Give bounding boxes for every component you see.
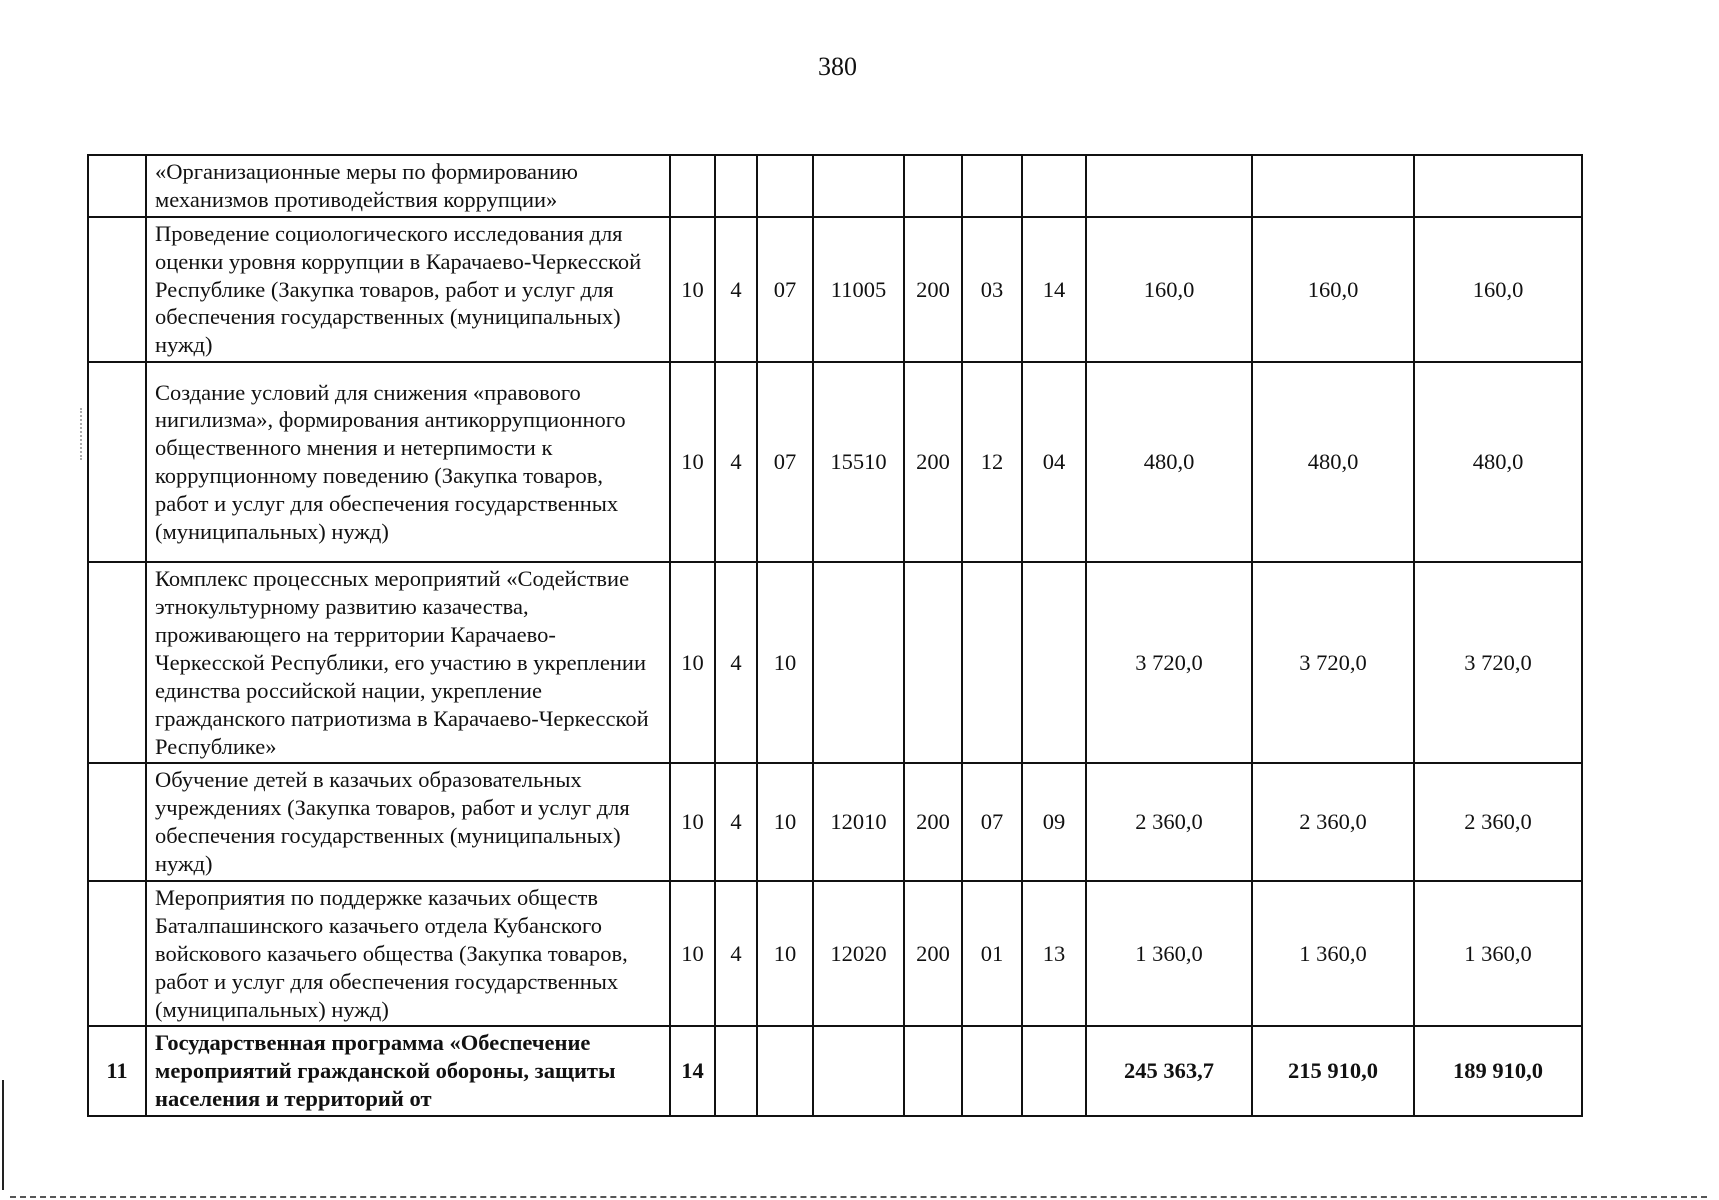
code-expense-type: 200	[904, 881, 962, 1026]
amount-year-2: 215 910,0	[1252, 1026, 1414, 1116]
code-activity: 07	[757, 217, 813, 362]
code-subdivision: 14	[1022, 217, 1086, 362]
code-activity: 10	[757, 763, 813, 881]
footer-rule	[10, 1196, 1707, 1198]
code-expense-type	[904, 1026, 962, 1116]
code-section: 10	[670, 562, 715, 763]
code-division: 03	[962, 217, 1022, 362]
code-subprogram: 4	[715, 881, 757, 1026]
row-number: 11	[88, 1026, 146, 1116]
row-description: «Организационные меры по формированию механизмов противодействия коррупции»	[146, 155, 670, 217]
code-activity	[757, 1026, 813, 1116]
code-section: 10	[670, 362, 715, 562]
code-subdivision	[1022, 1026, 1086, 1116]
row-description: Комплекс процессных мероприятий «Содействие этнокультурному развитию казачества, проживающего на территории Карачаево-Черкесской Республики, его участию в укреплении единства российской нации, укрепление гражданского патриотизма в Карачаево-Черкесской Республике»	[146, 562, 670, 763]
code-subdivision: 04	[1022, 362, 1086, 562]
code-direction	[813, 1026, 904, 1116]
row-description: Обучение детей в казачьих образовательных учреждениях (Закупка товаров, работ и услуг для обеспечения государственных (муниципальных) нужд)	[146, 763, 670, 881]
code-subdivision	[1022, 155, 1086, 217]
code-expense-type: 200	[904, 362, 962, 562]
amount-year-3: 189 910,0	[1414, 1026, 1582, 1116]
code-division: 01	[962, 881, 1022, 1026]
table-row	[88, 362, 1582, 562]
code-activity: 10	[757, 562, 813, 763]
code-expense-type: 200	[904, 763, 962, 881]
amount-year-2: 1 360,0	[1252, 881, 1414, 1026]
margin-line	[2, 1080, 4, 1190]
code-section: 10	[670, 881, 715, 1026]
code-activity: 07	[757, 362, 813, 562]
code-section: 10	[670, 217, 715, 362]
table-row	[88, 155, 1582, 217]
row-number	[88, 362, 146, 562]
amount-year-3: 2 360,0	[1414, 763, 1582, 881]
table-row	[88, 217, 1582, 362]
code-direction: 15510	[813, 362, 904, 562]
row-description: Мероприятия по поддержке казачьих обществ Баталпашинского казачьего отдела Кубанского войскового казачьего общества (Закупка товаров, работ и услуг для обеспечения государственных (муниципальных) нужд)	[146, 881, 670, 1026]
code-expense-type: 200	[904, 217, 962, 362]
amount-year-1	[1086, 155, 1252, 217]
code-subprogram	[715, 1026, 757, 1116]
code-direction	[813, 155, 904, 217]
amount-year-2: 480,0	[1252, 362, 1414, 562]
row-number	[88, 562, 146, 763]
row-description: Государственная программа «Обеспечение мероприятий гражданской обороны, защиты населения и территорий от	[146, 1026, 670, 1116]
amount-year-1: 160,0	[1086, 217, 1252, 362]
table-row	[88, 1026, 1582, 1116]
code-section	[670, 155, 715, 217]
amount-year-2: 3 720,0	[1252, 562, 1414, 763]
row-number	[88, 881, 146, 1026]
amount-year-3: 3 720,0	[1414, 562, 1582, 763]
table-body	[88, 155, 1582, 1116]
code-subprogram: 4	[715, 763, 757, 881]
code-expense-type	[904, 562, 962, 763]
code-direction: 12020	[813, 881, 904, 1026]
code-division	[962, 155, 1022, 217]
code-subprogram	[715, 155, 757, 217]
page-number: 380	[818, 52, 857, 81]
amount-year-3: 1 360,0	[1414, 881, 1582, 1026]
code-expense-type	[904, 155, 962, 217]
code-subprogram: 4	[715, 562, 757, 763]
code-subprogram: 4	[715, 362, 757, 562]
code-division	[962, 562, 1022, 763]
amount-year-1: 3 720,0	[1086, 562, 1252, 763]
table-row	[88, 763, 1582, 881]
budget-table	[87, 154, 1583, 1117]
code-subdivision	[1022, 562, 1086, 763]
table-row	[88, 881, 1582, 1026]
code-subprogram: 4	[715, 217, 757, 362]
code-activity: 10	[757, 881, 813, 1026]
code-activity	[757, 155, 813, 217]
amount-year-3: 480,0	[1414, 362, 1582, 562]
code-division: 07	[962, 763, 1022, 881]
amount-year-1: 480,0	[1086, 362, 1252, 562]
code-subdivision: 09	[1022, 763, 1086, 881]
row-number	[88, 155, 146, 217]
code-direction: 11005	[813, 217, 904, 362]
scan-artifact	[80, 408, 96, 460]
code-direction	[813, 562, 904, 763]
amount-year-2: 160,0	[1252, 217, 1414, 362]
table-row	[88, 562, 1582, 763]
row-description: Создание условий для снижения «правового нигилизма», формирования антикоррупционного общественного мнения и нетерпимости к коррупционному поведению (Закупка товаров, работ и услуг для обеспечения государственных (муниципальных) нужд)	[146, 362, 670, 562]
amount-year-2	[1252, 155, 1414, 217]
amount-year-2: 2 360,0	[1252, 763, 1414, 881]
code-division: 12	[962, 362, 1022, 562]
amount-year-1: 2 360,0	[1086, 763, 1252, 881]
amount-year-1: 245 363,7	[1086, 1026, 1252, 1116]
row-number	[88, 217, 146, 362]
amount-year-3: 160,0	[1414, 217, 1582, 362]
code-section: 14	[670, 1026, 715, 1116]
row-number	[88, 763, 146, 881]
amount-year-3	[1414, 155, 1582, 217]
row-description: Проведение социологического исследования для оценки уровня коррупции в Карачаево-Черкесской Республике (Закупка товаров, работ и услуг для обеспечения государственных (муниципальных) нужд)	[146, 217, 670, 362]
amount-year-1: 1 360,0	[1086, 881, 1252, 1026]
code-division	[962, 1026, 1022, 1116]
code-section: 10	[670, 763, 715, 881]
code-subdivision: 13	[1022, 881, 1086, 1026]
code-direction: 12010	[813, 763, 904, 881]
